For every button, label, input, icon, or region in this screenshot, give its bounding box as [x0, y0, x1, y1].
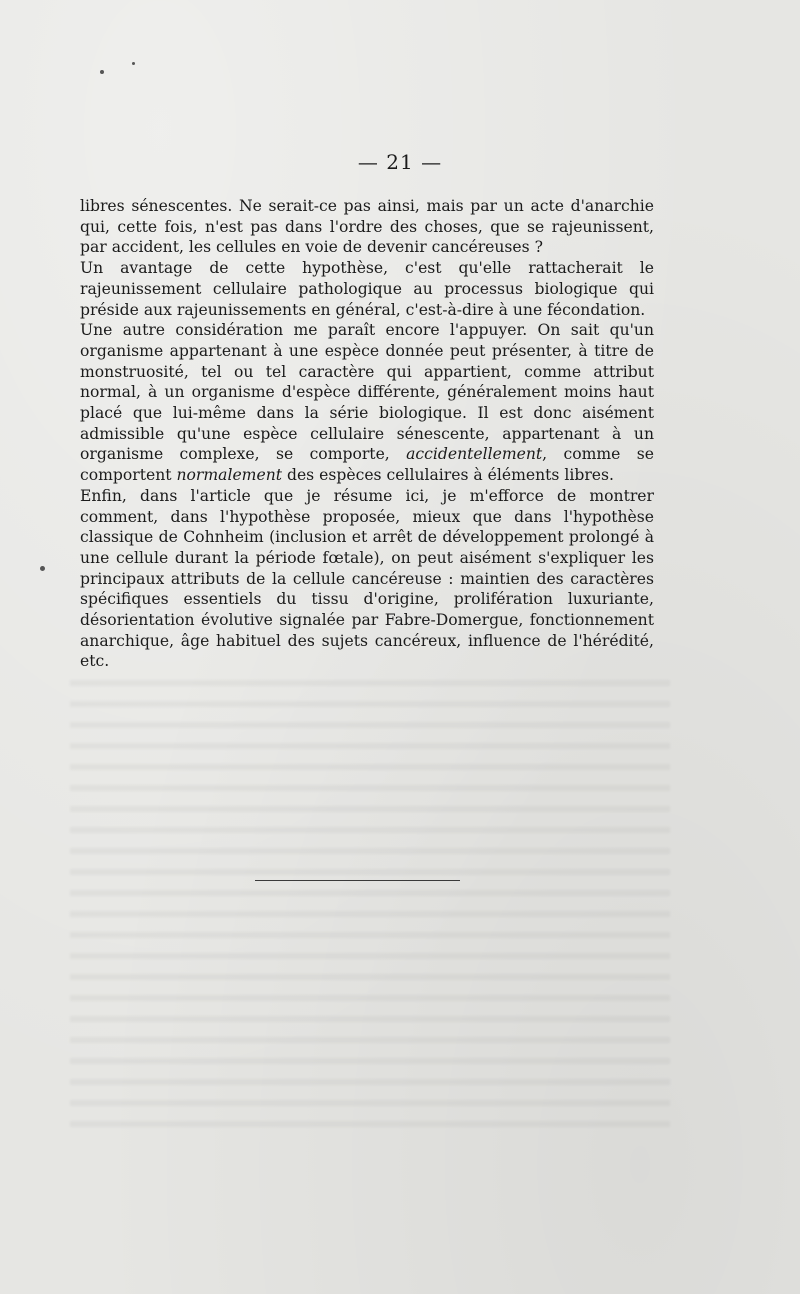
paper-speck: [100, 70, 104, 74]
paper-speck: [40, 566, 45, 571]
text-run: des espèces cellulaires à éléments libres.: [282, 466, 614, 485]
text-run: , comme se comportent: [80, 445, 654, 485]
text-run: Une autre considération me paraît encore l'appuyer. On sait qu'un organisme appartenant à une espèce donnée peut présenter, à titre de monstruosité, tel ou tel caractère qui appartient, comme attribut normal, à un organisme d'espèce différente, généralement moins haut placé que lui-même dans la série biologique. Il est donc aisément admissible qu'une espèce cellulaire sénescente, appartenant à un organisme complexe, se comporte,: [80, 321, 654, 464]
text-run: Enfin, dans l'article que je résume ici, je m'efforce de montrer comment, dans l'hypothèse proposée, mieux que dans l'hypothèse classique de Cohnheim (inclusion et arrêt de développement prolongé à une cellule durant la période fœtale), on peut aisément s'expliquer les principaux attributs de la cellule cancéreuse : maintien des caractères spécifiques essentiels du tissu d'origine, prolifération luxuriante, désorientation évolutive signalée par Fabre-Domergue, fonctionnement anarchique, âge habituel des sujets cancéreux, influence de l'hérédité, etc.: [80, 486, 654, 671]
show-through-bleed: [70, 680, 670, 1130]
text-run: Un avantage de cette hypothèse, c'est qu'elle rattacherait le rajeunissement cellulaire pathologique au processus biologique qui préside aux rajeunissements en général, c'est-à-dire à une fécondation.: [80, 259, 654, 319]
italic-text: accidentellement: [406, 445, 543, 464]
paragraph: [80, 196, 654, 258]
paragraph: [80, 486, 654, 672]
end-rule: [255, 880, 460, 881]
paragraph: [80, 258, 654, 320]
body-text: [80, 196, 654, 672]
text-run: libres sénescentes. Ne serait-ce pas ainsi, mais par un acte d'anarchie qui, cette fois, n'est pas dans l'ordre des choses, que se rajeunissent, par accident, les cellules en voie de devenir cancéreuses ?: [80, 197, 654, 257]
paragraph: [80, 320, 654, 486]
page-number: — 21 —: [357, 150, 443, 174]
italic-text: normalement: [176, 466, 283, 485]
paper-speck: [132, 62, 135, 65]
